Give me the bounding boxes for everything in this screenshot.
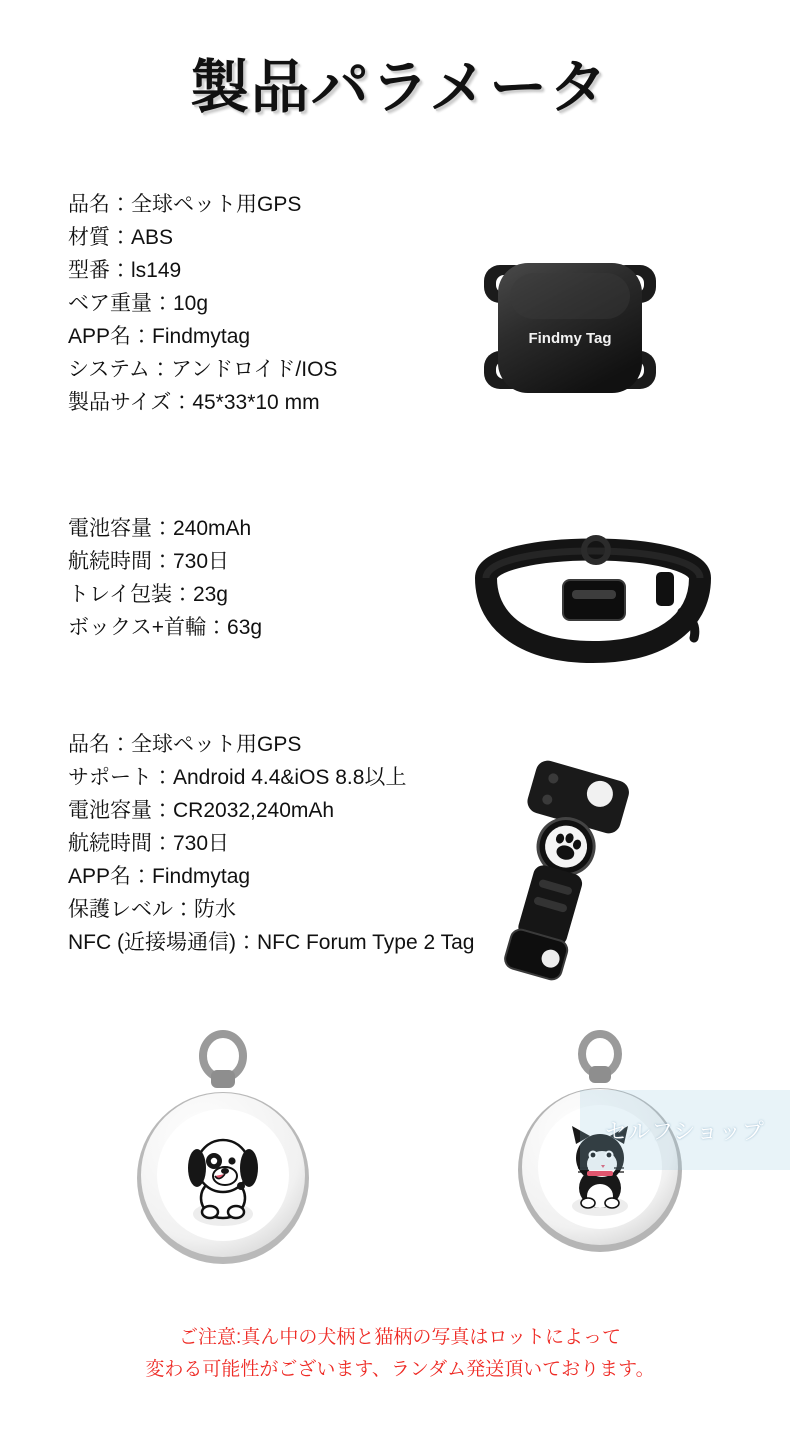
spec-line: APP名：Findmytag [68, 325, 251, 348]
spec-line: 材質：ABS [68, 226, 174, 249]
spec-line: ベア重量：10g [68, 292, 209, 315]
spec-line: 型番：ls149 [68, 259, 182, 282]
collar-clip-holder-photo [480, 760, 640, 990]
notice-line: ご注意:真ん中の犬柄と猫柄の写真はロットによって [179, 1327, 621, 1348]
spec-line: 航続時間：730日 [68, 550, 230, 573]
spec-line: NFC (近接場通信)：NFC Forum Type 2 Tag [68, 931, 475, 954]
spec-line: 品名：全球ペット用GPS [68, 193, 302, 216]
silicone-tag-case-photo [470, 245, 670, 415]
spec-list-battery [68, 512, 262, 644]
spec-line: サポート：Android 4.4&iOS 8.8以上 [68, 766, 407, 789]
spec-list-detail [68, 728, 474, 959]
notice-text [0, 1322, 800, 1386]
spec-line: トレイ包装：23g [68, 583, 228, 606]
tag-case-brand-label: Findmy Tag [528, 330, 612, 347]
pet-collar-photo [468, 520, 718, 680]
shop-watermark: セルフショップ [580, 1090, 790, 1170]
spec-list-basic [68, 188, 337, 419]
round-tag-cat-photo [500, 1030, 700, 1260]
spec-line: 保護レベル：防水 [68, 898, 236, 921]
spec-line: システム：アンドロイド/IOS [68, 358, 338, 381]
spec-line: APP名：Findmytag [68, 865, 251, 888]
spec-line: ボックス+首輪：63g [68, 616, 263, 639]
spec-line: 航続時間：730日 [68, 832, 230, 855]
notice-line: 変わる可能性がございます、ランダム発送頂いております。 [145, 1359, 655, 1380]
spec-line: 製品サイズ：45*33*10 mm [68, 391, 320, 414]
spec-line: 電池容量：CR2032,240mAh [68, 799, 335, 822]
page-title: 製品パラメータ [190, 53, 610, 121]
spec-line: 品名：全球ペット用GPS [68, 733, 302, 756]
round-tag-dog-photo [118, 1030, 328, 1270]
spec-line: 電池容量：240mAh [68, 517, 252, 540]
